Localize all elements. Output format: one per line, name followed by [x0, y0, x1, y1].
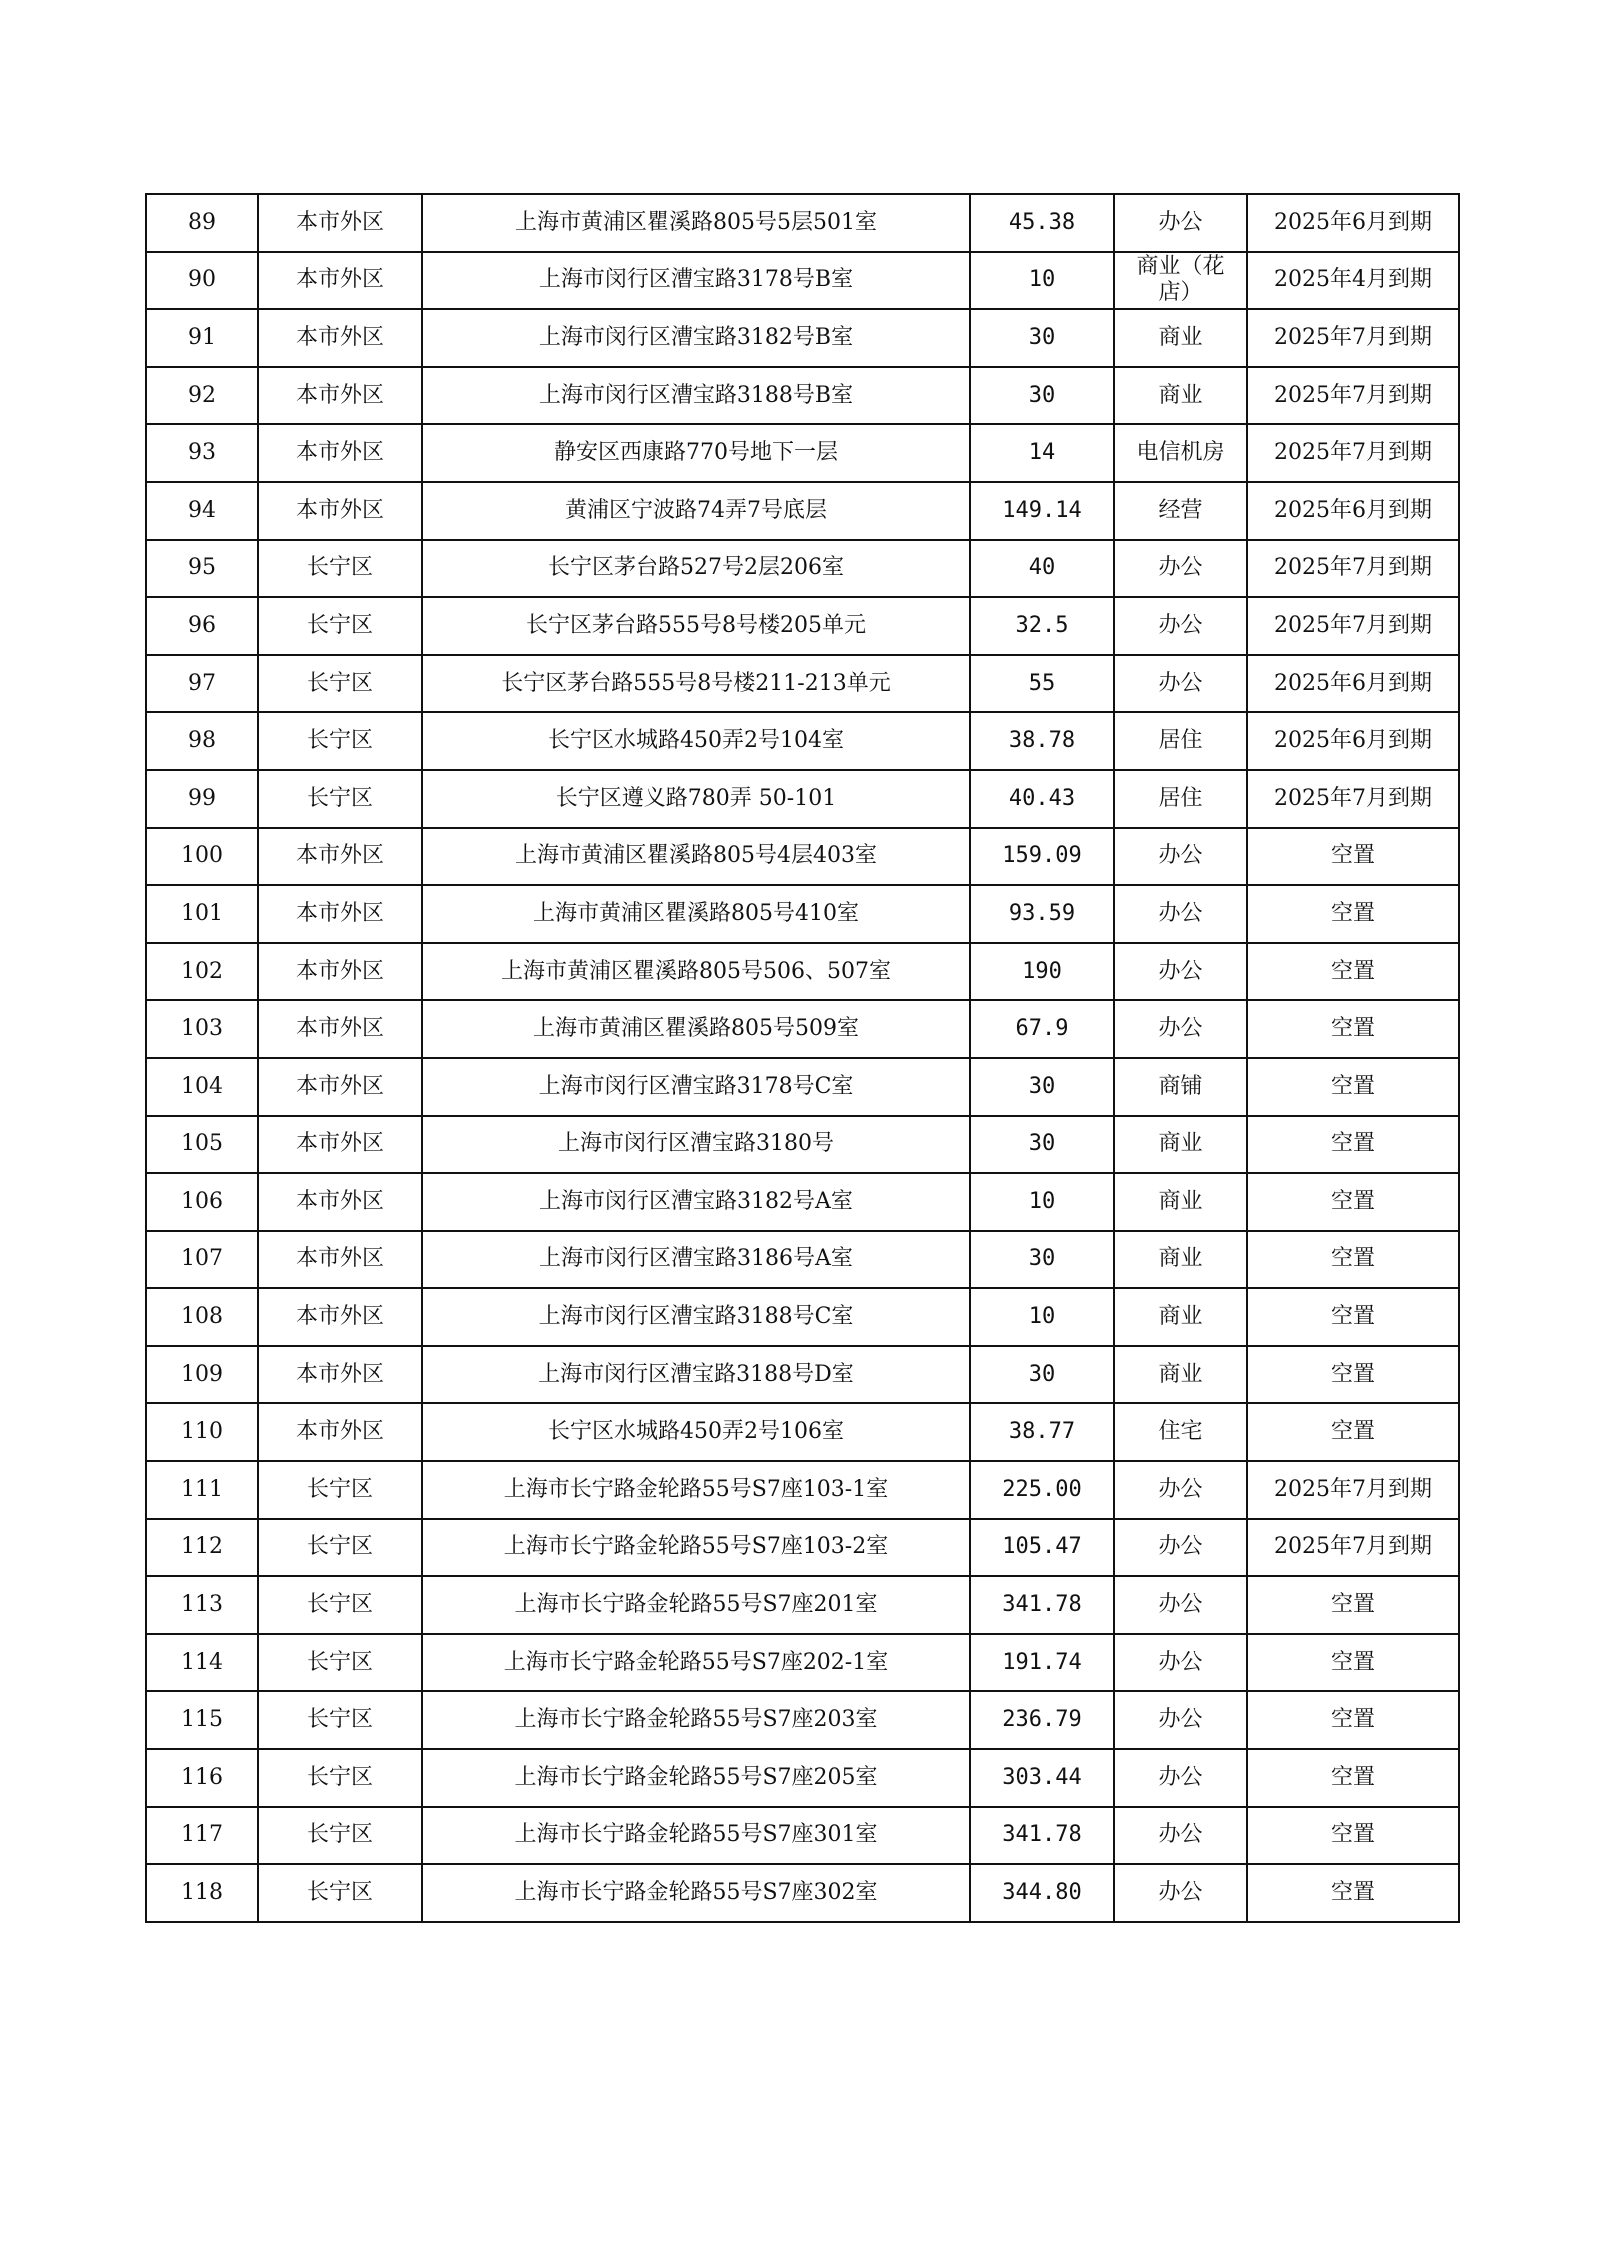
- cell-use: 居住: [1114, 712, 1247, 770]
- cell-address: 上海市长宁路金轮路55号S7座201室: [422, 1576, 970, 1634]
- cell-area: 67.9: [970, 1000, 1114, 1058]
- cell-number: 105: [146, 1116, 258, 1174]
- cell-use: 居住: [1114, 770, 1247, 828]
- table-row: [146, 828, 1459, 886]
- cell-number: 94: [146, 482, 258, 540]
- cell-status: 空置: [1247, 1000, 1459, 1058]
- cell-address: 上海市长宁路金轮路55号S7座205室: [422, 1749, 970, 1807]
- cell-address: 黄浦区宁波路74弄7号底层: [422, 482, 970, 540]
- cell-number: 102: [146, 943, 258, 1001]
- table-row: [146, 1519, 1459, 1577]
- cell-use: 住宅: [1114, 1403, 1247, 1461]
- table-row: [146, 1231, 1459, 1289]
- cell-number: 91: [146, 309, 258, 367]
- cell-status: 2025年7月到期: [1247, 309, 1459, 367]
- cell-status: 2025年7月到期: [1247, 424, 1459, 482]
- cell-area: 55: [970, 655, 1114, 713]
- cell-district: 本市外区: [258, 1346, 422, 1404]
- table-row: [146, 1749, 1459, 1807]
- cell-number: 108: [146, 1288, 258, 1346]
- table-row: [146, 540, 1459, 598]
- cell-area: 190: [970, 943, 1114, 1001]
- cell-use: 商铺: [1114, 1058, 1247, 1116]
- cell-address: 上海市黄浦区瞿溪路805号509室: [422, 1000, 970, 1058]
- cell-number: 97: [146, 655, 258, 713]
- cell-area: 341.78: [970, 1807, 1114, 1865]
- property-table: [145, 193, 1460, 1923]
- cell-district: 本市外区: [258, 885, 422, 943]
- table-row: [146, 424, 1459, 482]
- cell-status: 空置: [1247, 1288, 1459, 1346]
- cell-area: 14: [970, 424, 1114, 482]
- cell-use: 办公: [1114, 1749, 1247, 1807]
- cell-status: 空置: [1247, 943, 1459, 1001]
- cell-address: 上海市闵行区漕宝路3182号A室: [422, 1173, 970, 1231]
- table-row: [146, 309, 1459, 367]
- cell-status: 空置: [1247, 1864, 1459, 1922]
- cell-area: 105.47: [970, 1519, 1114, 1577]
- cell-area: 341.78: [970, 1576, 1114, 1634]
- cell-area: 30: [970, 367, 1114, 425]
- table-row: [146, 482, 1459, 540]
- cell-number: 99: [146, 770, 258, 828]
- cell-address: 长宁区遵义路780弄 50-101: [422, 770, 970, 828]
- cell-area: 236.79: [970, 1691, 1114, 1749]
- cell-use: 办公: [1114, 1634, 1247, 1692]
- cell-status: 2025年7月到期: [1247, 597, 1459, 655]
- cell-use: 商业: [1114, 1288, 1247, 1346]
- cell-use: 办公: [1114, 1519, 1247, 1577]
- cell-status: 2025年7月到期: [1247, 367, 1459, 425]
- cell-address: 上海市闵行区漕宝路3178号C室: [422, 1058, 970, 1116]
- cell-number: 96: [146, 597, 258, 655]
- cell-number: 100: [146, 828, 258, 886]
- cell-district: 本市外区: [258, 252, 422, 310]
- cell-status: 空置: [1247, 1346, 1459, 1404]
- cell-district: 长宁区: [258, 1634, 422, 1692]
- table-row: [146, 1000, 1459, 1058]
- cell-number: 98: [146, 712, 258, 770]
- cell-district: 长宁区: [258, 712, 422, 770]
- cell-use: 商业: [1114, 1116, 1247, 1174]
- cell-district: 长宁区: [258, 1519, 422, 1577]
- cell-use: 办公: [1114, 1000, 1247, 1058]
- cell-district: 长宁区: [258, 1691, 422, 1749]
- cell-district: 本市外区: [258, 1058, 422, 1116]
- cell-number: 117: [146, 1807, 258, 1865]
- table-row: [146, 1058, 1459, 1116]
- cell-status: 空置: [1247, 828, 1459, 886]
- cell-number: 110: [146, 1403, 258, 1461]
- cell-status: 2025年4月到期: [1247, 252, 1459, 310]
- cell-use: 商业: [1114, 309, 1247, 367]
- cell-number: 95: [146, 540, 258, 598]
- cell-use: 电信机房: [1114, 424, 1247, 482]
- cell-status: 空置: [1247, 1691, 1459, 1749]
- table-row: [146, 655, 1459, 713]
- cell-area: 191.74: [970, 1634, 1114, 1692]
- cell-use: 办公: [1114, 655, 1247, 713]
- cell-district: 长宁区: [258, 1461, 422, 1519]
- cell-use: 商业: [1114, 1231, 1247, 1289]
- cell-status: 2025年6月到期: [1247, 482, 1459, 540]
- table-row: [146, 885, 1459, 943]
- cell-address: 上海市黄浦区瞿溪路805号410室: [422, 885, 970, 943]
- cell-use: 商业: [1114, 367, 1247, 425]
- cell-district: 本市外区: [258, 1288, 422, 1346]
- table-row: [146, 1116, 1459, 1174]
- cell-use: 商业（花店）: [1114, 252, 1247, 310]
- cell-number: 103: [146, 1000, 258, 1058]
- cell-area: 32.5: [970, 597, 1114, 655]
- cell-area: 30: [970, 1231, 1114, 1289]
- cell-number: 93: [146, 424, 258, 482]
- cell-area: 10: [970, 252, 1114, 310]
- cell-status: 空置: [1247, 1807, 1459, 1865]
- cell-status: 2025年7月到期: [1247, 1461, 1459, 1519]
- cell-district: 本市外区: [258, 482, 422, 540]
- cell-status: 空置: [1247, 1576, 1459, 1634]
- cell-district: 长宁区: [258, 597, 422, 655]
- cell-use: 办公: [1114, 1864, 1247, 1922]
- cell-use: 办公: [1114, 885, 1247, 943]
- cell-number: 113: [146, 1576, 258, 1634]
- cell-number: 101: [146, 885, 258, 943]
- cell-area: 30: [970, 1346, 1114, 1404]
- cell-area: 30: [970, 1058, 1114, 1116]
- cell-area: 40: [970, 540, 1114, 598]
- cell-number: 115: [146, 1691, 258, 1749]
- cell-district: 长宁区: [258, 1807, 422, 1865]
- cell-use: 办公: [1114, 1807, 1247, 1865]
- cell-status: 空置: [1247, 1231, 1459, 1289]
- table-row: [146, 1346, 1459, 1404]
- cell-district: 长宁区: [258, 770, 422, 828]
- table-row: [146, 194, 1459, 252]
- cell-use: 办公: [1114, 194, 1247, 252]
- cell-district: 本市外区: [258, 828, 422, 886]
- cell-address: 静安区西康路770号地下一层: [422, 424, 970, 482]
- cell-area: 30: [970, 309, 1114, 367]
- cell-status: 空置: [1247, 1173, 1459, 1231]
- cell-district: 本市外区: [258, 367, 422, 425]
- table-row: [146, 1461, 1459, 1519]
- cell-number: 89: [146, 194, 258, 252]
- cell-use: 办公: [1114, 828, 1247, 886]
- cell-district: 长宁区: [258, 540, 422, 598]
- cell-number: 118: [146, 1864, 258, 1922]
- cell-address: 上海市长宁路金轮路55号S7座302室: [422, 1864, 970, 1922]
- cell-status: 空置: [1247, 1403, 1459, 1461]
- cell-status: 2025年7月到期: [1247, 770, 1459, 828]
- cell-district: 本市外区: [258, 943, 422, 1001]
- cell-district: 本市外区: [258, 1116, 422, 1174]
- cell-number: 112: [146, 1519, 258, 1577]
- cell-address: 上海市闵行区漕宝路3180号: [422, 1116, 970, 1174]
- cell-area: 10: [970, 1173, 1114, 1231]
- cell-address: 上海市闵行区漕宝路3188号C室: [422, 1288, 970, 1346]
- cell-use: 办公: [1114, 1576, 1247, 1634]
- cell-number: 111: [146, 1461, 258, 1519]
- cell-status: 2025年7月到期: [1247, 1519, 1459, 1577]
- cell-number: 114: [146, 1634, 258, 1692]
- cell-address: 上海市黄浦区瞿溪路805号5层501室: [422, 194, 970, 252]
- cell-address: 长宁区茅台路555号8号楼211-213单元: [422, 655, 970, 713]
- cell-number: 90: [146, 252, 258, 310]
- cell-address: 上海市黄浦区瞿溪路805号506、507室: [422, 943, 970, 1001]
- table-row: [146, 1576, 1459, 1634]
- cell-district: 长宁区: [258, 1576, 422, 1634]
- cell-area: 149.14: [970, 482, 1114, 540]
- table-row: [146, 1691, 1459, 1749]
- cell-use: 办公: [1114, 597, 1247, 655]
- cell-address: 上海市闵行区漕宝路3182号B室: [422, 309, 970, 367]
- cell-use: 商业: [1114, 1346, 1247, 1404]
- cell-address: 上海市闵行区漕宝路3178号B室: [422, 252, 970, 310]
- cell-area: 38.78: [970, 712, 1114, 770]
- cell-use: 办公: [1114, 943, 1247, 1001]
- cell-area: 93.59: [970, 885, 1114, 943]
- cell-address: 上海市闵行区漕宝路3188号B室: [422, 367, 970, 425]
- cell-number: 92: [146, 367, 258, 425]
- cell-district: 长宁区: [258, 1749, 422, 1807]
- table-row: [146, 1403, 1459, 1461]
- table-row: [146, 597, 1459, 655]
- table-row: [146, 1173, 1459, 1231]
- table-row: [146, 367, 1459, 425]
- cell-area: 344.80: [970, 1864, 1114, 1922]
- table-row: [146, 252, 1459, 310]
- table-body: [146, 194, 1459, 1922]
- table-row: [146, 1288, 1459, 1346]
- cell-number: 104: [146, 1058, 258, 1116]
- cell-district: 本市外区: [258, 424, 422, 482]
- cell-address: 上海市长宁路金轮路55号S7座103-1室: [422, 1461, 970, 1519]
- cell-use: 商业: [1114, 1173, 1247, 1231]
- cell-district: 本市外区: [258, 1231, 422, 1289]
- table-row: [146, 770, 1459, 828]
- cell-address: 长宁区茅台路555号8号楼205单元: [422, 597, 970, 655]
- cell-status: 空置: [1247, 1749, 1459, 1807]
- table-row: [146, 943, 1459, 1001]
- cell-area: 38.77: [970, 1403, 1114, 1461]
- cell-address: 上海市长宁路金轮路55号S7座203室: [422, 1691, 970, 1749]
- cell-address: 长宁区茅台路527号2层206室: [422, 540, 970, 598]
- table-row: [146, 1634, 1459, 1692]
- cell-district: 长宁区: [258, 1864, 422, 1922]
- cell-status: 空置: [1247, 1058, 1459, 1116]
- cell-number: 109: [146, 1346, 258, 1404]
- cell-district: 长宁区: [258, 655, 422, 713]
- cell-area: 225.00: [970, 1461, 1114, 1519]
- table-row: [146, 1864, 1459, 1922]
- cell-number: 107: [146, 1231, 258, 1289]
- cell-district: 本市外区: [258, 194, 422, 252]
- cell-status: 空置: [1247, 885, 1459, 943]
- cell-number: 116: [146, 1749, 258, 1807]
- cell-area: 30: [970, 1116, 1114, 1174]
- cell-address: 上海市闵行区漕宝路3186号A室: [422, 1231, 970, 1289]
- cell-use: 办公: [1114, 1691, 1247, 1749]
- cell-status: 2025年6月到期: [1247, 712, 1459, 770]
- cell-address: 上海市长宁路金轮路55号S7座202-1室: [422, 1634, 970, 1692]
- cell-address: 长宁区水城路450弄2号106室: [422, 1403, 970, 1461]
- table-row: [146, 1807, 1459, 1865]
- cell-number: 106: [146, 1173, 258, 1231]
- cell-district: 本市外区: [258, 1173, 422, 1231]
- cell-area: 303.44: [970, 1749, 1114, 1807]
- cell-address: 上海市长宁路金轮路55号S7座301室: [422, 1807, 970, 1865]
- cell-district: 本市外区: [258, 1000, 422, 1058]
- cell-status: 2025年6月到期: [1247, 655, 1459, 713]
- cell-status: 2025年6月到期: [1247, 194, 1459, 252]
- cell-address: 上海市黄浦区瞿溪路805号4层403室: [422, 828, 970, 886]
- cell-district: 本市外区: [258, 309, 422, 367]
- cell-area: 159.09: [970, 828, 1114, 886]
- cell-area: 45.38: [970, 194, 1114, 252]
- table-row: [146, 712, 1459, 770]
- cell-use: 办公: [1114, 540, 1247, 598]
- cell-status: 空置: [1247, 1634, 1459, 1692]
- cell-area: 40.43: [970, 770, 1114, 828]
- cell-use: 办公: [1114, 1461, 1247, 1519]
- cell-district: 本市外区: [258, 1403, 422, 1461]
- cell-address: 上海市长宁路金轮路55号S7座103-2室: [422, 1519, 970, 1577]
- cell-use: 经营: [1114, 482, 1247, 540]
- cell-status: 空置: [1247, 1116, 1459, 1174]
- cell-status: 2025年7月到期: [1247, 540, 1459, 598]
- cell-address: 上海市闵行区漕宝路3188号D室: [422, 1346, 970, 1404]
- cell-area: 10: [970, 1288, 1114, 1346]
- cell-address: 长宁区水城路450弄2号104室: [422, 712, 970, 770]
